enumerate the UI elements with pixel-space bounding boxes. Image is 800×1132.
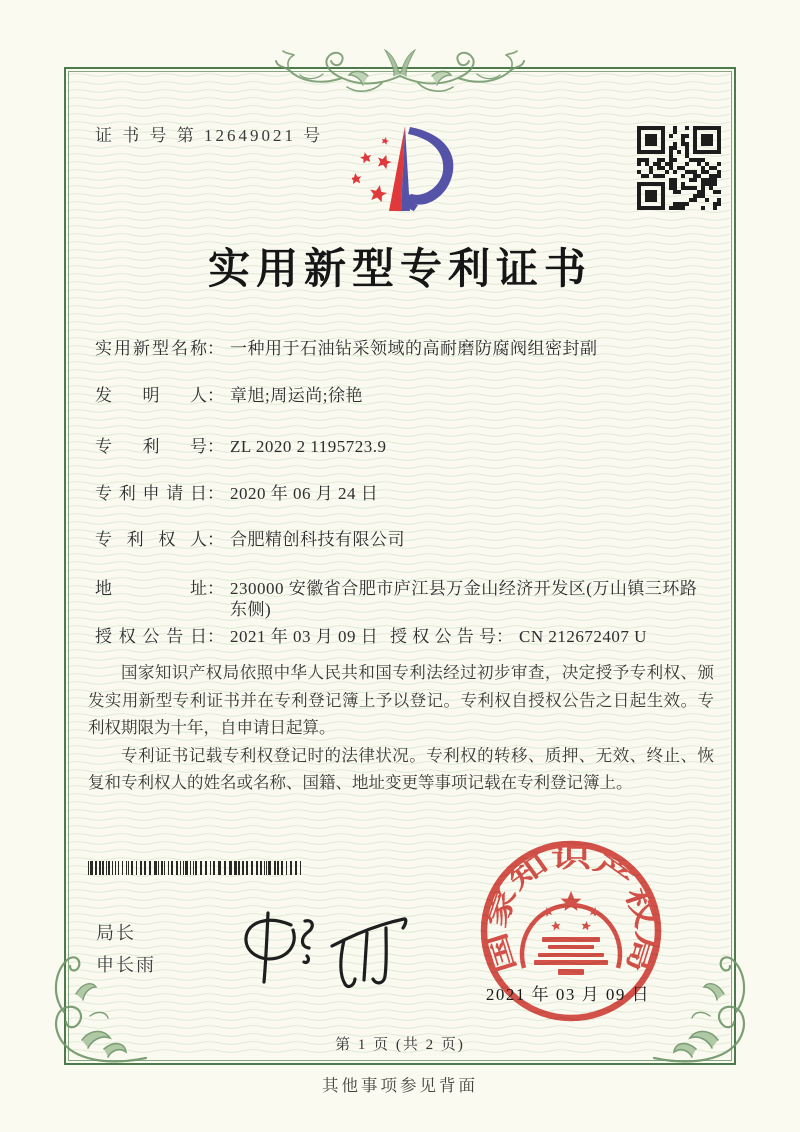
field-label: 授权公告日 (95, 627, 207, 646)
page-title: 实用新型专利证书 (207, 247, 592, 293)
field-colon: ： (207, 437, 224, 456)
signer-title: 局长 (96, 923, 136, 943)
field-label: 专利权人 (95, 530, 207, 549)
field-label: 实用新型名称 (95, 339, 207, 358)
field-label: 专利申请日 (95, 484, 207, 503)
field-value: 合肥精创科技有限公司 (230, 530, 405, 549)
field-colon: ： (207, 339, 224, 358)
field-row-patentee (95, 529, 715, 550)
field-row-patent-no (95, 436, 715, 457)
field-colon: ： (207, 627, 224, 646)
seal-text: 国家知识产权局 (482, 843, 660, 976)
field-value: 230000 安徽省合肥市庐江县万金山经济开发区(万山镇三环路东侧) (230, 579, 698, 619)
page-indicator: 第 1 页 (共 2 页) (335, 1037, 465, 1053)
seal-date: 2021 年 03 月 09 日 (485, 985, 651, 1004)
back-note: 其他事项参见背面 (322, 1076, 478, 1095)
cnipa-logo (352, 113, 478, 229)
field-row-filing-date (95, 483, 715, 504)
field-label: 专利号 (95, 437, 207, 456)
field-row-inventors (95, 385, 715, 406)
field-label: 授权公告号 (390, 627, 496, 646)
signature-script (215, 878, 435, 996)
field-colon: ： (207, 484, 224, 503)
legal-paragraph-1: 国家知识产权局依照中华人民共和国专利法经过初步审查，决定授予专利权、颁发实用新型专利证书并在专利登记簿上予以登记。专利权自授权公告之日起生效。专利权期限为十年，自申请日起算。 (88, 663, 714, 738)
field-colon: ： (207, 579, 224, 598)
field-colon: ： (207, 530, 224, 549)
field-row-grant (95, 626, 715, 647)
barcode (88, 861, 304, 875)
field-colon: ： (207, 386, 224, 405)
legal-paragraph-2: 专利证书记载专利权登记时的法律状况。专利权的转移、质押、无效、终止、恢复和专利权人的姓名或名称、国籍、地址变更等事项记载在专利登记簿上。 (88, 745, 714, 793)
top-ornament (272, 40, 528, 98)
field-row-name (95, 338, 715, 359)
grant-date-value: 2021 年 03 月 09 日 (230, 627, 379, 646)
field-label: 发明人 (95, 386, 207, 405)
qr-code (637, 126, 721, 210)
field-label: 地址 (95, 579, 207, 598)
grant-number-group (390, 626, 647, 647)
field-value: 章旭;周运尚;徐艳 (230, 386, 363, 405)
signer-name: 申长雨 (96, 955, 156, 975)
certificate-number: 证 书 号 第 12649021 号 (95, 126, 324, 145)
legal-text (88, 659, 714, 797)
field-value: 一种用于石油钻采领域的高耐磨防腐阀组密封副 (230, 339, 598, 358)
grant-number-value: CN 212672407 U (519, 627, 647, 646)
national-emblem (522, 891, 620, 975)
field-colon: ： (496, 627, 513, 646)
field-row-address (95, 578, 715, 620)
field-value: ZL 2020 2 1195723.9 (230, 437, 387, 456)
field-value: 2020 年 06 月 24 日 (230, 484, 379, 503)
